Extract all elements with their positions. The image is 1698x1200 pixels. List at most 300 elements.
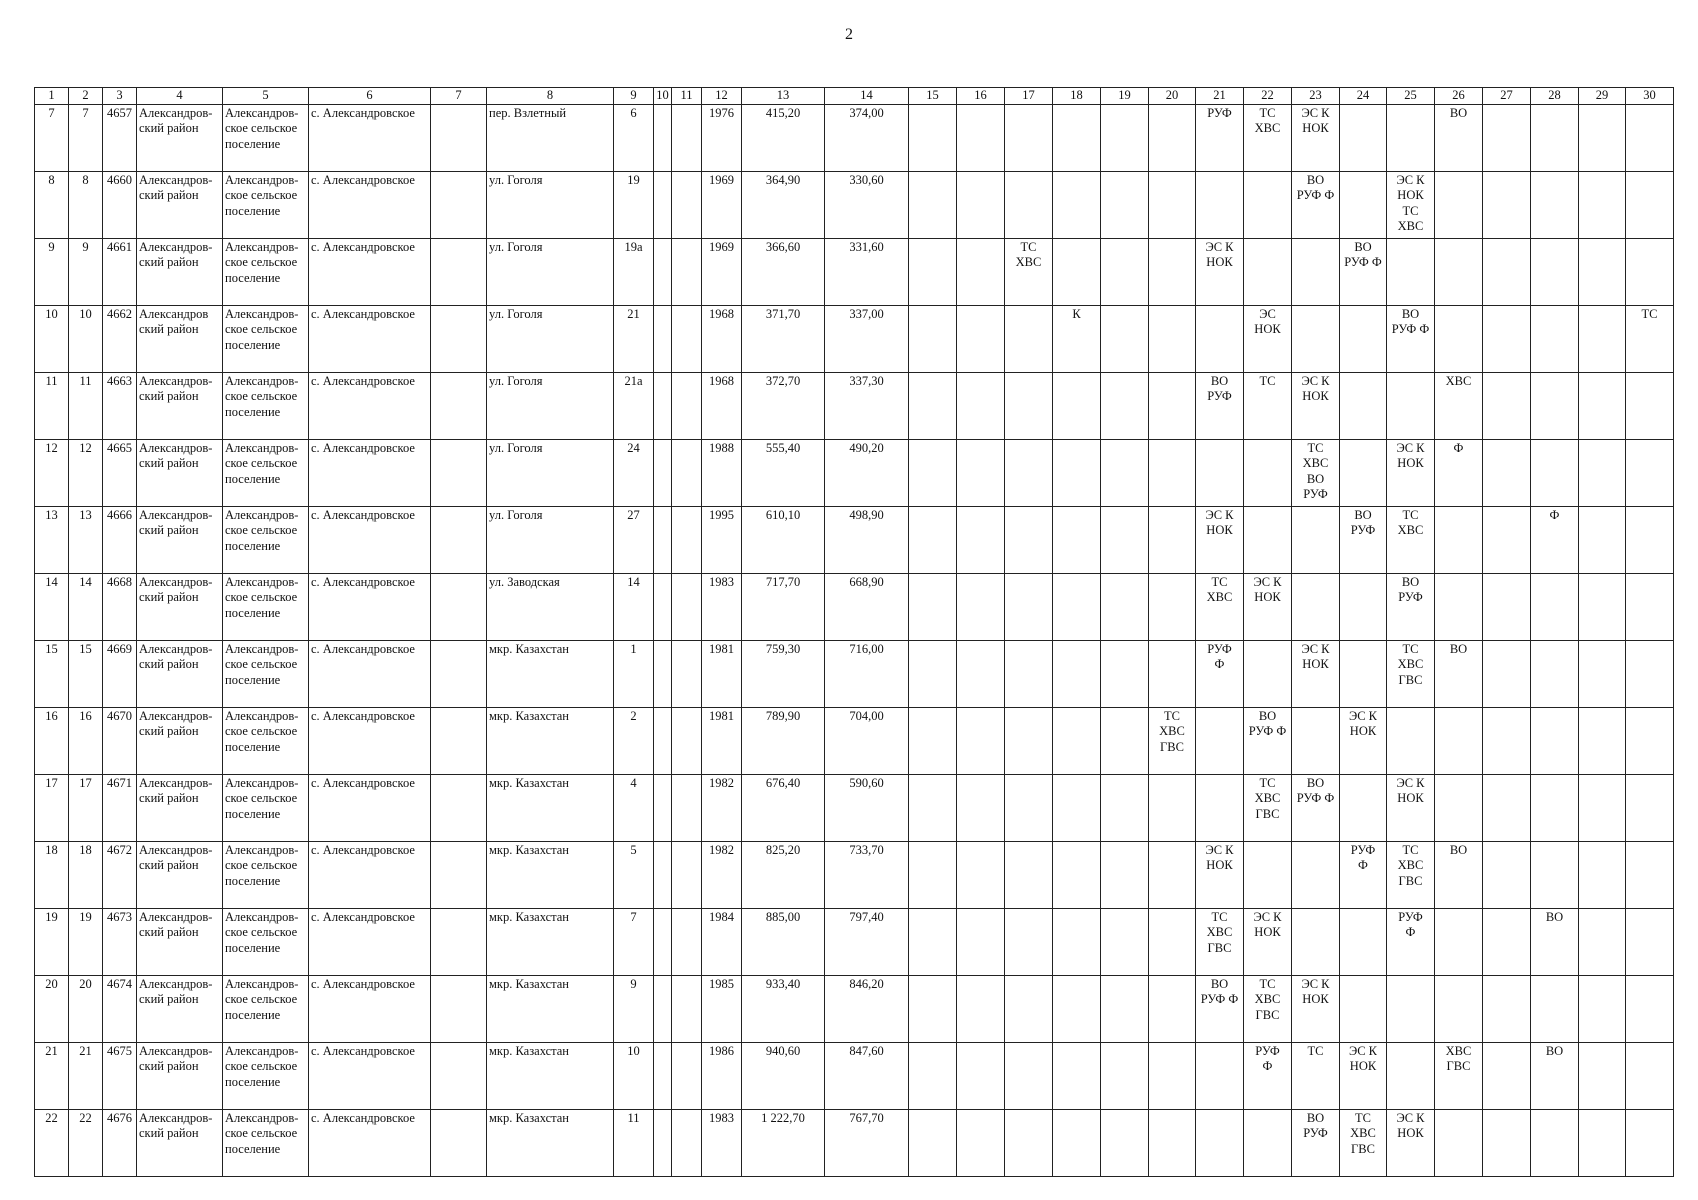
table-cell xyxy=(1149,104,1196,171)
table-cell: Александров- ское сельское поселение xyxy=(223,1042,309,1109)
table-cell: с. Александровское xyxy=(309,104,431,171)
table-cell xyxy=(1292,841,1340,908)
table-cell: Александров- ское сельское поселение xyxy=(223,774,309,841)
table-cell: 847,60 xyxy=(825,1042,909,1109)
table-cell xyxy=(1149,171,1196,238)
table-cell xyxy=(1579,640,1626,707)
table-cell: 12 xyxy=(69,439,103,506)
table-cell xyxy=(1149,841,1196,908)
table-row xyxy=(35,104,1674,171)
table-cell: ЭС К НОК xyxy=(1292,975,1340,1042)
table-cell: 7 xyxy=(614,908,654,975)
table-cell xyxy=(1387,372,1435,439)
table-cell: ТС ХВС ГВС xyxy=(1244,774,1292,841)
table-cell: 10 xyxy=(614,1042,654,1109)
table-cell: 10 xyxy=(35,305,69,372)
table-cell xyxy=(672,171,702,238)
table-cell xyxy=(1292,908,1340,975)
table-cell xyxy=(654,305,672,372)
table-cell: 759,30 xyxy=(742,640,825,707)
table-cell: 9 xyxy=(69,238,103,305)
table-cell: 16 xyxy=(35,707,69,774)
table-cell: ВО РУФ xyxy=(1387,573,1435,640)
table-cell xyxy=(1244,841,1292,908)
table-cell: Александров- ский район xyxy=(137,774,223,841)
table-cell xyxy=(1101,305,1149,372)
table-cell: 1 222,70 xyxy=(742,1109,825,1176)
table-cell xyxy=(1626,975,1674,1042)
table-cell xyxy=(1579,774,1626,841)
table-cell: 490,20 xyxy=(825,439,909,506)
table-cell xyxy=(957,1042,1005,1109)
table-cell xyxy=(1053,506,1101,573)
table-cell xyxy=(909,238,957,305)
table-cell xyxy=(1531,238,1579,305)
table-cell xyxy=(909,506,957,573)
table-cell: Александров- ское сельское поселение xyxy=(223,171,309,238)
table-cell xyxy=(1483,171,1531,238)
table-cell xyxy=(654,640,672,707)
table-cell xyxy=(1579,238,1626,305)
table-cell: ЭС К НОК xyxy=(1196,841,1244,908)
table-cell xyxy=(431,707,487,774)
column-number-header: 11 xyxy=(672,88,702,105)
table-cell xyxy=(1149,640,1196,707)
table-cell xyxy=(1244,238,1292,305)
table-cell: с. Александровское xyxy=(309,573,431,640)
table-cell xyxy=(1244,171,1292,238)
table-cell xyxy=(431,774,487,841)
table-cell xyxy=(957,171,1005,238)
table-cell: с. Александровское xyxy=(309,908,431,975)
table-cell: 9 xyxy=(35,238,69,305)
table-cell xyxy=(1531,841,1579,908)
table-cell xyxy=(1005,908,1053,975)
table-cell: мкр. Казахстан xyxy=(487,1109,614,1176)
table-cell: 21 xyxy=(35,1042,69,1109)
table-cell xyxy=(672,573,702,640)
table-cell: 4670 xyxy=(103,707,137,774)
table-cell xyxy=(431,238,487,305)
column-number-header: 18 xyxy=(1053,88,1101,105)
table-row xyxy=(35,238,1674,305)
table-cell xyxy=(1005,975,1053,1042)
table-cell: ТС xyxy=(1244,372,1292,439)
table-cell xyxy=(1579,1109,1626,1176)
table-cell: 5 xyxy=(614,841,654,908)
table-cell: 1968 xyxy=(702,305,742,372)
table-cell: 337,00 xyxy=(825,305,909,372)
table-cell: 19 xyxy=(35,908,69,975)
table-cell: ТС ХВС ГВС xyxy=(1149,707,1196,774)
table-cell: мкр. Казахстан xyxy=(487,908,614,975)
table-cell xyxy=(1005,506,1053,573)
table-cell xyxy=(1101,975,1149,1042)
table-cell: ВО xyxy=(1435,640,1483,707)
table-cell: 4665 xyxy=(103,439,137,506)
table-cell xyxy=(1053,707,1101,774)
table-cell xyxy=(672,841,702,908)
column-number-header: 6 xyxy=(309,88,431,105)
table-cell xyxy=(909,707,957,774)
table-cell xyxy=(1626,506,1674,573)
table-cell xyxy=(654,439,672,506)
table-cell: 374,00 xyxy=(825,104,909,171)
table-cell: 1983 xyxy=(702,573,742,640)
table-cell: ТС ХВС xyxy=(1387,506,1435,573)
table-cell: ХВС xyxy=(1435,372,1483,439)
table-cell xyxy=(957,506,1005,573)
table-cell: 11 xyxy=(69,372,103,439)
table-cell xyxy=(1626,104,1674,171)
table-cell xyxy=(654,238,672,305)
table-cell: 4676 xyxy=(103,1109,137,1176)
table-cell xyxy=(1101,171,1149,238)
table-cell: 1995 xyxy=(702,506,742,573)
table-cell xyxy=(957,1109,1005,1176)
table-cell: Александров- ское сельское поселение xyxy=(223,573,309,640)
table-cell xyxy=(1579,439,1626,506)
table-cell: 19 xyxy=(69,908,103,975)
table-cell xyxy=(1531,1109,1579,1176)
table-cell xyxy=(1244,640,1292,707)
table-cell xyxy=(1626,841,1674,908)
table-cell: 7 xyxy=(69,104,103,171)
table-cell xyxy=(672,1042,702,1109)
page-number: 2 xyxy=(845,26,853,43)
table-cell xyxy=(1005,841,1053,908)
table-cell xyxy=(1196,171,1244,238)
table-cell: 1981 xyxy=(702,640,742,707)
table-cell xyxy=(431,506,487,573)
table-cell: 825,20 xyxy=(742,841,825,908)
table-cell: пер. Взлетный xyxy=(487,104,614,171)
table-cell xyxy=(909,573,957,640)
table-cell xyxy=(1531,707,1579,774)
table-cell: 1988 xyxy=(702,439,742,506)
table-cell: 4675 xyxy=(103,1042,137,1109)
table-cell: 2 xyxy=(614,707,654,774)
table-cell: Александров- ское сельское поселение xyxy=(223,104,309,171)
table-cell xyxy=(1340,908,1387,975)
table-cell xyxy=(909,1109,957,1176)
table-cell: Александров- ский район xyxy=(137,439,223,506)
table-cell xyxy=(1483,908,1531,975)
table-cell: Александров- ский район xyxy=(137,171,223,238)
table-cell: Александров- ский район xyxy=(137,238,223,305)
column-number-header: 14 xyxy=(825,88,909,105)
column-number-header: 29 xyxy=(1579,88,1626,105)
table-cell xyxy=(1340,975,1387,1042)
table-cell: 10 xyxy=(69,305,103,372)
table-cell xyxy=(1483,104,1531,171)
table-cell xyxy=(1387,238,1435,305)
table-cell xyxy=(1053,1109,1101,1176)
table-cell xyxy=(431,104,487,171)
table-cell: ул. Гоголя xyxy=(487,439,614,506)
table-cell: с. Александровское xyxy=(309,506,431,573)
column-number-header: 23 xyxy=(1292,88,1340,105)
table-cell: РУФ Ф xyxy=(1340,841,1387,908)
table-cell xyxy=(1292,305,1340,372)
table-cell: ТС ХВС xyxy=(1244,104,1292,171)
table-cell: 933,40 xyxy=(742,975,825,1042)
table-cell xyxy=(1053,171,1101,238)
table-cell: 16 xyxy=(69,707,103,774)
table-cell xyxy=(1005,1042,1053,1109)
table-cell xyxy=(431,1042,487,1109)
table-cell xyxy=(1005,439,1053,506)
table-cell: Александров- ское сельское поселение xyxy=(223,506,309,573)
table-cell xyxy=(1005,171,1053,238)
table-cell xyxy=(1435,506,1483,573)
table-cell xyxy=(957,908,1005,975)
table-cell: ЭС К НОК xyxy=(1196,238,1244,305)
table-cell xyxy=(1435,305,1483,372)
table-cell xyxy=(1387,104,1435,171)
table-cell: Александров- ский район xyxy=(137,573,223,640)
table-cell: 14 xyxy=(69,573,103,640)
table-cell: 4673 xyxy=(103,908,137,975)
table-cell xyxy=(654,506,672,573)
table-cell: 767,70 xyxy=(825,1109,909,1176)
table-cell xyxy=(1531,774,1579,841)
table-cell xyxy=(654,975,672,1042)
table-cell: ТС ХВС ГВС xyxy=(1244,975,1292,1042)
table-cell xyxy=(1149,774,1196,841)
table-cell xyxy=(1244,1109,1292,1176)
table-cell xyxy=(431,305,487,372)
table-cell xyxy=(957,707,1005,774)
column-number-header: 3 xyxy=(103,88,137,105)
table-cell: ЭС К НОК xyxy=(1292,104,1340,171)
table-cell: Александров- ское сельское поселение xyxy=(223,439,309,506)
table-cell: 17 xyxy=(69,774,103,841)
table-cell xyxy=(1579,707,1626,774)
table-cell xyxy=(1005,707,1053,774)
table-cell: Александров- ское сельское поселение xyxy=(223,640,309,707)
table-cell: ВО xyxy=(1435,841,1483,908)
table-cell: 331,60 xyxy=(825,238,909,305)
table-cell xyxy=(654,774,672,841)
table-cell xyxy=(654,841,672,908)
table-cell: 789,90 xyxy=(742,707,825,774)
table-cell xyxy=(909,640,957,707)
table-cell: Александров- ский район xyxy=(137,506,223,573)
table-cell: 330,60 xyxy=(825,171,909,238)
table-cell: Ф xyxy=(1435,439,1483,506)
table-row xyxy=(35,640,1674,707)
table-cell xyxy=(1340,104,1387,171)
table-cell: 4666 xyxy=(103,506,137,573)
table-cell xyxy=(1053,104,1101,171)
table-cell xyxy=(654,372,672,439)
table-cell xyxy=(1579,1042,1626,1109)
table-cell xyxy=(1435,238,1483,305)
register-table xyxy=(34,87,1674,1177)
table-cell: 668,90 xyxy=(825,573,909,640)
table-cell xyxy=(1340,305,1387,372)
table-cell xyxy=(672,439,702,506)
table-cell xyxy=(909,1042,957,1109)
table-cell xyxy=(1149,506,1196,573)
column-number-header: 19 xyxy=(1101,88,1149,105)
table-row xyxy=(35,573,1674,640)
table-cell xyxy=(1435,573,1483,640)
table-cell xyxy=(1005,305,1053,372)
table-cell: 717,70 xyxy=(742,573,825,640)
table-cell: 4663 xyxy=(103,372,137,439)
table-cell: мкр. Казахстан xyxy=(487,707,614,774)
table-cell xyxy=(1244,439,1292,506)
table-cell xyxy=(1196,774,1244,841)
column-number-header: 22 xyxy=(1244,88,1292,105)
table-cell xyxy=(654,707,672,774)
table-cell: ЭС К НОК xyxy=(1292,640,1340,707)
table-cell: ВО РУФ Ф xyxy=(1244,707,1292,774)
column-number-header: 30 xyxy=(1626,88,1674,105)
table-cell: 797,40 xyxy=(825,908,909,975)
table-cell xyxy=(1101,104,1149,171)
table-cell xyxy=(1626,774,1674,841)
table-cell xyxy=(1435,908,1483,975)
table-cell: 19 xyxy=(614,171,654,238)
table-cell: 11 xyxy=(614,1109,654,1176)
column-number-header: 24 xyxy=(1340,88,1387,105)
table-cell xyxy=(1053,841,1101,908)
table-cell xyxy=(1435,774,1483,841)
table-cell: с. Александровское xyxy=(309,171,431,238)
table-cell: ЭС К НОК xyxy=(1196,506,1244,573)
table-cell: 1983 xyxy=(702,1109,742,1176)
table-cell xyxy=(672,707,702,774)
table-cell xyxy=(654,1042,672,1109)
table-cell xyxy=(1005,573,1053,640)
table-cell xyxy=(672,372,702,439)
table-cell xyxy=(957,640,1005,707)
table-cell xyxy=(1483,573,1531,640)
table-cell xyxy=(1579,975,1626,1042)
table-cell xyxy=(1531,372,1579,439)
table-cell: Александров- ский район xyxy=(137,841,223,908)
table-cell: 21а xyxy=(614,372,654,439)
column-number-header: 21 xyxy=(1196,88,1244,105)
table-cell xyxy=(1483,707,1531,774)
table-cell: мкр. Казахстан xyxy=(487,640,614,707)
table-cell: с. Александровское xyxy=(309,841,431,908)
table-cell: 8 xyxy=(35,171,69,238)
table-cell xyxy=(1531,975,1579,1042)
table-cell xyxy=(654,908,672,975)
table-cell xyxy=(1626,707,1674,774)
table-cell: с. Александровское xyxy=(309,238,431,305)
table-cell: ЭС НОК xyxy=(1244,305,1292,372)
table-cell: ВО xyxy=(1531,908,1579,975)
table-cell: ХВС ГВС xyxy=(1435,1042,1483,1109)
table-cell xyxy=(1483,372,1531,439)
table-cell xyxy=(957,439,1005,506)
table-cell: ЭС К НОК xyxy=(1244,908,1292,975)
table-cell: ТС ХВС ВО РУФ xyxy=(1292,439,1340,506)
table-row xyxy=(35,707,1674,774)
table-cell: РУФ xyxy=(1196,104,1244,171)
table-cell xyxy=(1626,1109,1674,1176)
table-cell: 17 xyxy=(35,774,69,841)
table-cell xyxy=(1053,1042,1101,1109)
table-cell xyxy=(431,372,487,439)
table-cell: Александров- ский район xyxy=(137,372,223,439)
table-cell xyxy=(672,640,702,707)
table-cell: ТС ХВС ГВС xyxy=(1196,908,1244,975)
table-cell xyxy=(1196,707,1244,774)
table-cell xyxy=(909,439,957,506)
table-cell xyxy=(1053,573,1101,640)
table-cell xyxy=(1579,573,1626,640)
table-cell xyxy=(1053,372,1101,439)
table-cell: 716,00 xyxy=(825,640,909,707)
table-cell: 1976 xyxy=(702,104,742,171)
table-cell xyxy=(1292,238,1340,305)
column-number-header: 12 xyxy=(702,88,742,105)
table-cell xyxy=(1149,1042,1196,1109)
table-cell xyxy=(1101,238,1149,305)
table-cell: 4669 xyxy=(103,640,137,707)
table-cell xyxy=(1531,573,1579,640)
table-cell: с. Александровское xyxy=(309,372,431,439)
table-cell: Александров- ское сельское поселение xyxy=(223,975,309,1042)
table-cell: ВО РУФ xyxy=(1196,372,1244,439)
table-cell: 1985 xyxy=(702,975,742,1042)
column-number-header: 26 xyxy=(1435,88,1483,105)
table-cell xyxy=(1196,439,1244,506)
table-cell: 18 xyxy=(35,841,69,908)
table-row xyxy=(35,1109,1674,1176)
column-number-header: 1 xyxy=(35,88,69,105)
table-cell xyxy=(1101,640,1149,707)
column-number-header: 20 xyxy=(1149,88,1196,105)
table-cell xyxy=(1531,171,1579,238)
table-cell xyxy=(654,573,672,640)
table-cell xyxy=(1387,707,1435,774)
table-cell xyxy=(1579,908,1626,975)
table-cell: Александров- ский район xyxy=(137,975,223,1042)
column-number-header: 17 xyxy=(1005,88,1053,105)
table-cell: Александров- ский район xyxy=(137,908,223,975)
table-cell: 8 xyxy=(69,171,103,238)
table-cell: 11 xyxy=(35,372,69,439)
column-number-header: 4 xyxy=(137,88,223,105)
table-cell: 4661 xyxy=(103,238,137,305)
column-number-header: 28 xyxy=(1531,88,1579,105)
table-cell: Александров- ское сельское поселение xyxy=(223,1109,309,1176)
table-cell: Александров- ское сельское поселение xyxy=(223,841,309,908)
table-cell xyxy=(1483,305,1531,372)
table-cell xyxy=(431,640,487,707)
table-cell: ТС ХВС xyxy=(1196,573,1244,640)
table-cell: 24 xyxy=(614,439,654,506)
table-cell: ВО РУФ Ф xyxy=(1292,774,1340,841)
table-cell: ТС ХВС ГВС xyxy=(1340,1109,1387,1176)
table-cell: 1984 xyxy=(702,908,742,975)
table-cell xyxy=(1053,774,1101,841)
table-cell xyxy=(654,171,672,238)
table-cell: Александров- ское сельское поселение xyxy=(223,707,309,774)
table-cell: с. Александровское xyxy=(309,707,431,774)
table-cell: 337,30 xyxy=(825,372,909,439)
table-cell xyxy=(672,506,702,573)
table-cell: 4668 xyxy=(103,573,137,640)
table-cell: Александров ский район xyxy=(137,305,223,372)
